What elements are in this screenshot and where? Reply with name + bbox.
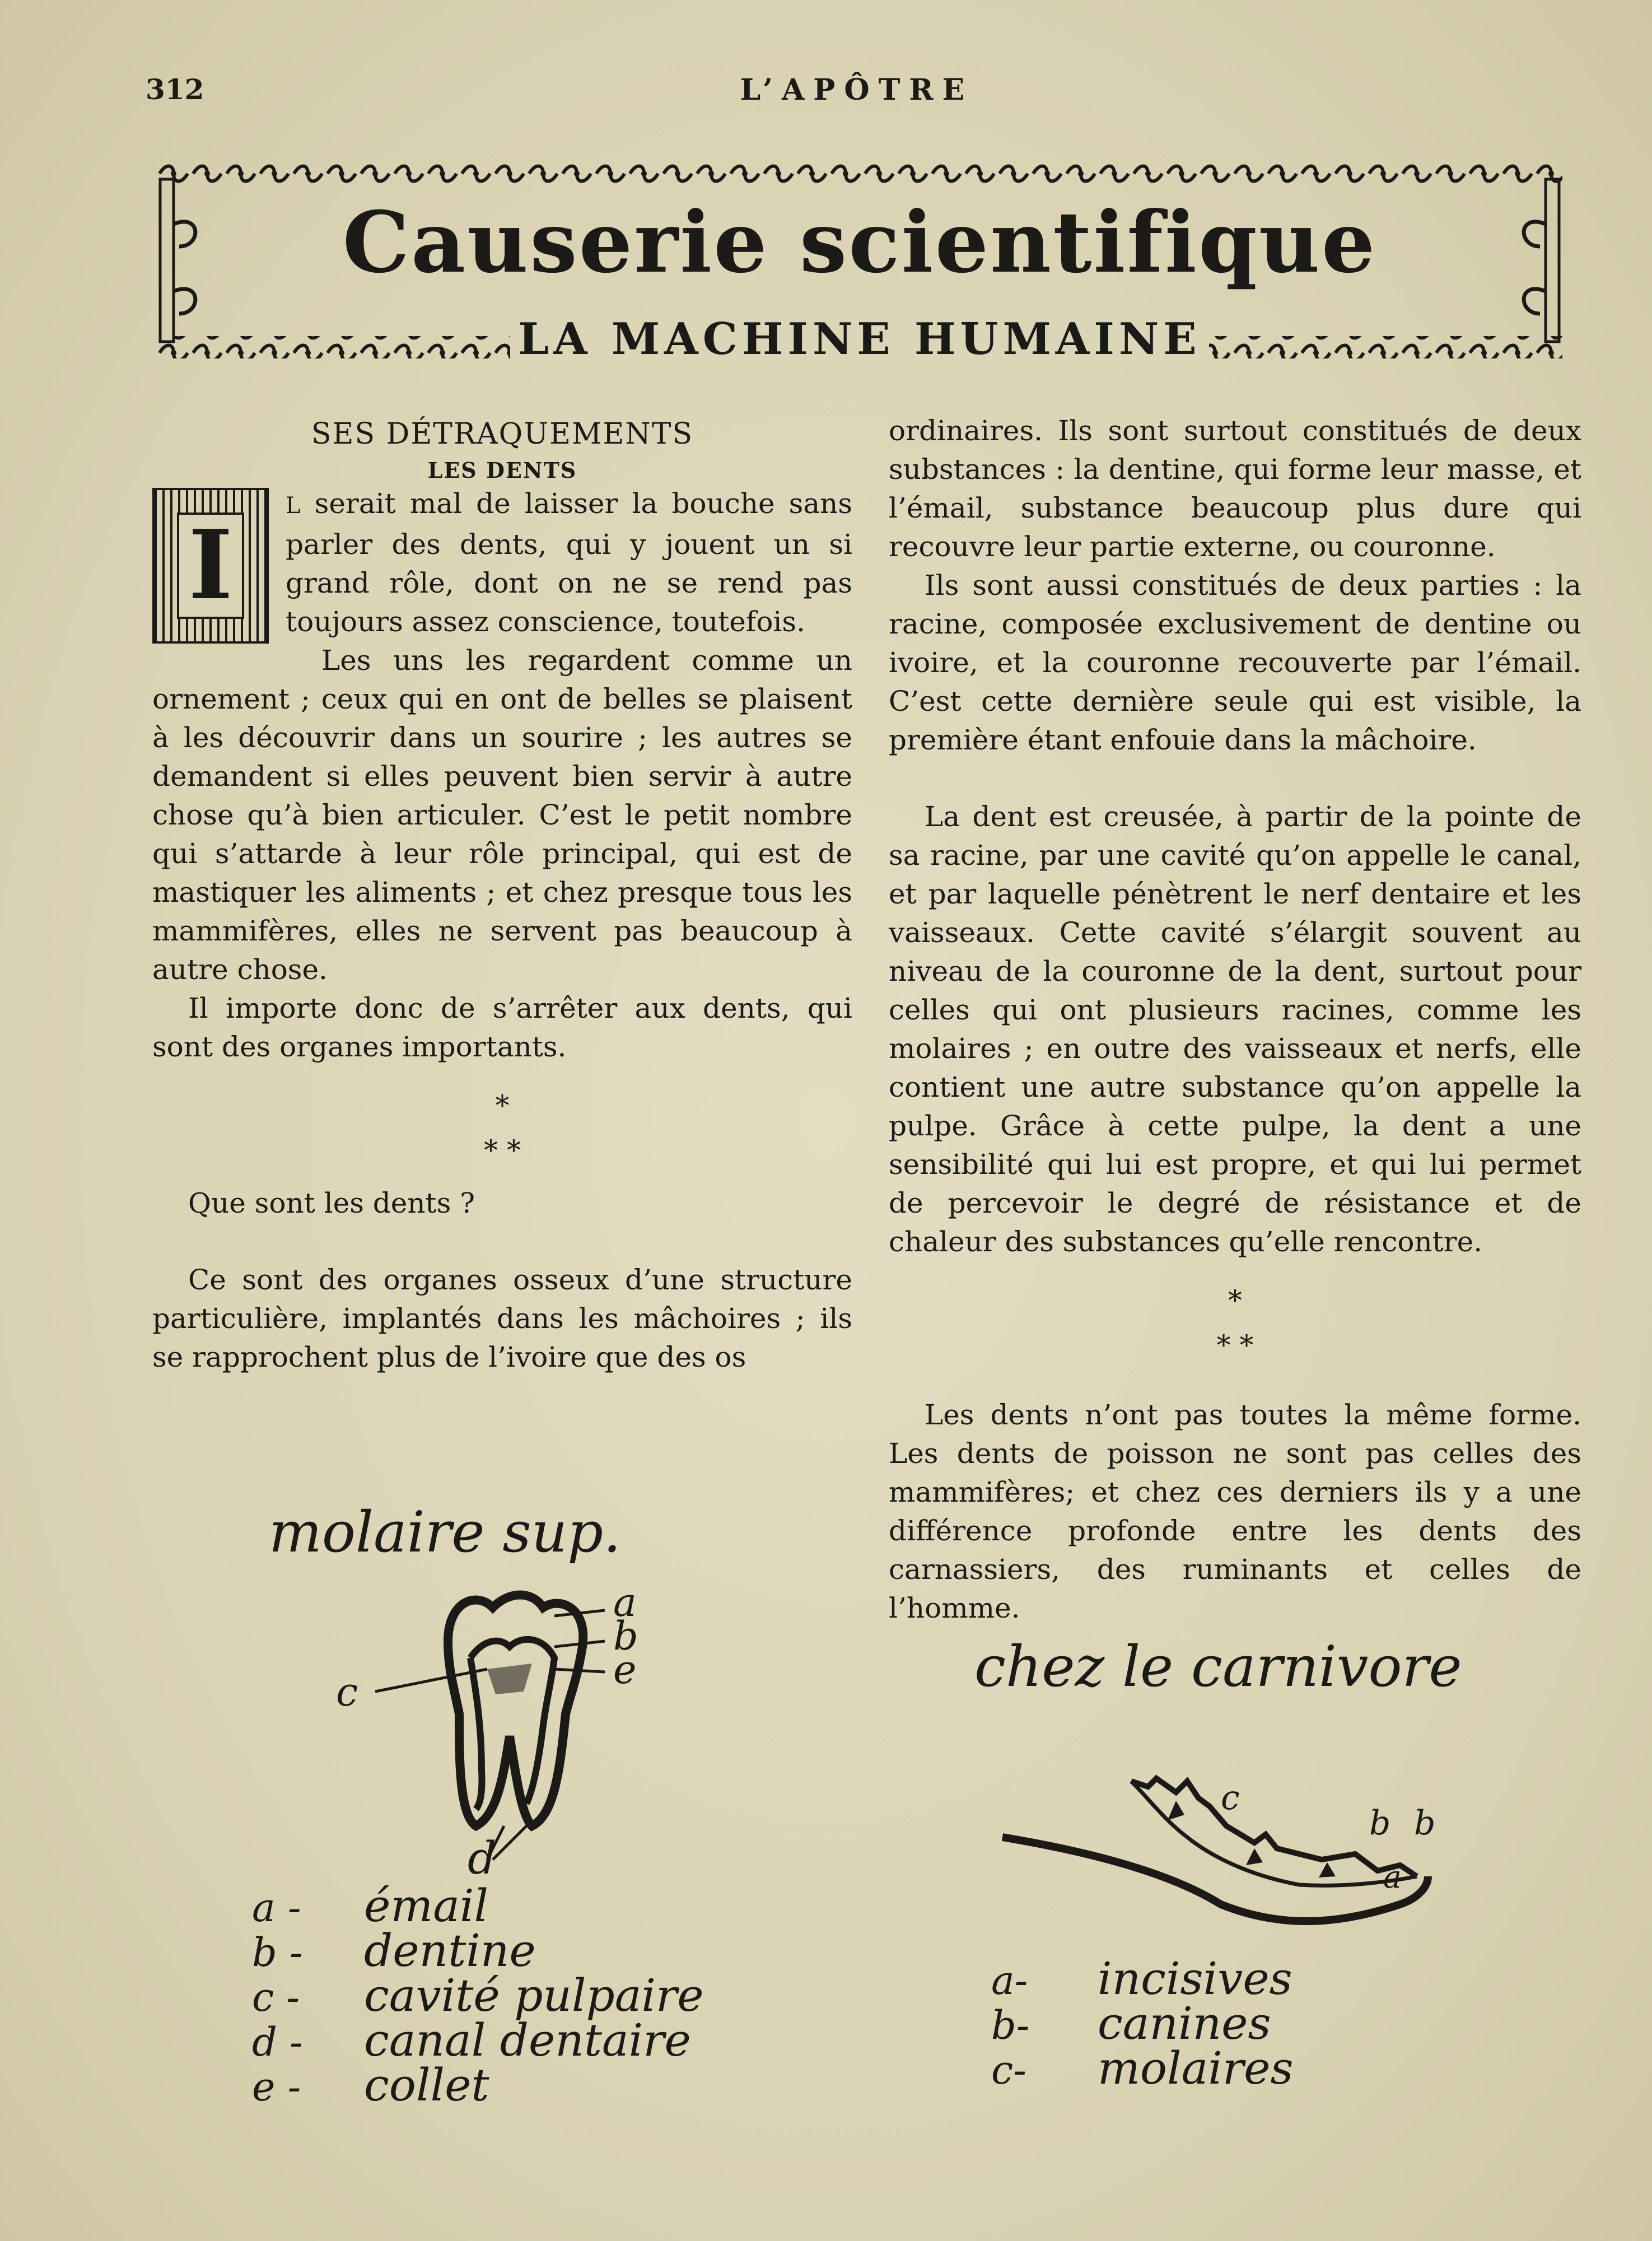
right-column (889, 412, 1581, 1628)
paragraph: Il importe donc de s’arrêter aux dents, qui sont des organes importants. (152, 992, 852, 1063)
legend-key: a - (252, 1885, 301, 1931)
journal-title: L’APÔTRE (740, 73, 974, 107)
legend-key: a- (991, 1958, 1028, 2004)
ornamental-banner (157, 162, 1562, 375)
dropcap-rest: L (286, 493, 301, 519)
asterism-top: * (495, 1089, 510, 1122)
legend-text: collet (364, 2059, 489, 2111)
paragraph: Les dents n’ont pas toutes la même forme. Les dents de poisson ne sont pas celles des mammifères; et chez ces derniers ils y a une différence profonde entre les dents des carnassiers, des ruminants et celles de l’homme. (889, 1399, 1581, 1624)
dropcap-ornament (152, 488, 269, 644)
molar-tooth-drawing (375, 1595, 605, 1860)
asterism-top: * (1228, 1284, 1242, 1317)
left-column (152, 412, 852, 1377)
carnivore-jaw-drawing (1002, 1778, 1428, 1921)
carnivore-diagram (963, 1613, 1512, 2117)
carnivore-legend (991, 1953, 1294, 2094)
label-d: d (468, 1832, 497, 1884)
legend-text: incisives (1098, 1953, 1292, 2005)
paragraph: La dent est creusée, à partir de la pointe de sa racine, par une cavité qu’on appelle le canal, et par laquelle pénètrent le nerf dentaire et les vaisseaux. Cette cavité s’élargit souvent au niveau de la couronne de la dent, surtout pour celles qui ont plusieurs racines, comme les molaires ; en outre des vaisseaux et nerfs, elle contient une autre substance qu’on appelle la pulpe. Grâce à cette pulpe, la dent a une sensibilité qui lui est propre, et qui lui permet de percevoir le degré de résistance et de chaleur des substances qu’elle rencontre. (889, 800, 1581, 1258)
paragraph: ordinaires. Ils sont surtout constitués de deux substances : la dentine, qui forme leur masse, et l’émail, substance beaucoup plus dure qui recouvre leur partie externe, ou couronne. (889, 414, 1581, 563)
spacer (889, 1373, 1581, 1396)
legend-text: molaires (1098, 2042, 1294, 2094)
banner-subtitle: LA MACHINE HUMAINE (510, 314, 1208, 365)
legend-key: c - (252, 1974, 300, 2020)
molar-title: molaire sup. (269, 1499, 621, 1565)
label-c: c (1221, 1778, 1240, 1818)
banner-title: Causerie scientifique (342, 193, 1377, 292)
paragraph: Ils sont aussi constitués de deux parties : la racine, composée exclusivement de dentine ou ivoire, et la couronne recouverte par l’émail. C’est cette dernière seule qui est visible, la première étant enfouie dans la mâchoire. (889, 569, 1581, 756)
legend-text: canal dentaire (364, 2014, 691, 2066)
legend-text: dentine (364, 1925, 536, 1977)
asterism-bottom: * * (1216, 1329, 1254, 1362)
spacer (889, 760, 1581, 798)
legend-key: d - (252, 2019, 303, 2065)
label-e: e (613, 1647, 637, 1693)
molar-legend (252, 1880, 704, 2111)
section-title: SES DÉTRAQUEMENTS (311, 417, 694, 451)
spacer (152, 1223, 852, 1261)
label-b: b (1369, 1804, 1391, 1843)
dropcap-letter: I (177, 513, 244, 619)
paragraph-text: serait mal de laisser la bouche sans parler des dents, qui y jouent un si grand rôle, dont on ne se rend pas toujours assez conscience, toutefois. (286, 487, 852, 638)
section-subtitle: LES DENTS (427, 458, 577, 483)
label-a: a (1383, 1859, 1402, 1895)
legend-key: e - (252, 2064, 301, 2110)
label-c: c (336, 1669, 358, 1715)
opening-paragraph (152, 484, 852, 641)
running-head (146, 73, 1568, 118)
asterism-bottom: * * (484, 1134, 521, 1167)
carnivore-title: chez le carnivore (974, 1634, 1462, 1699)
legend-text: canines (1098, 1997, 1271, 2049)
legend-text: cavité pulpaire (364, 1969, 704, 2021)
banner-subtitle-wrap (157, 314, 1562, 365)
paragraph: Ce sont des organes osseux d’une structure particulière, implantés dans les mâchoires ; ils se rapprochent plus de l’ivoire que des os (152, 1264, 852, 1373)
legend-key: c- (991, 2047, 1026, 2093)
question: Que sont les dents ? (188, 1187, 475, 1219)
legend-text: émail (364, 1880, 489, 1932)
paragraph: Les uns les regardent comme un ornement ; ceux qui en ont de belles se plaisent à les découvrir dans un sourire ; les autres se demandent si elles peuvent bien servir à autre chose qu’à bien articuler. C’est le petit nombre qui s’attarde à leur rôle principal, qui est de mastiquer les aliments ; et chez presque tous les mammifères, elles ne servent pas beaucoup à autre chose. (152, 644, 852, 986)
label-b: b (613, 1613, 638, 1659)
legend-key: b - (252, 1930, 303, 1976)
molar-diagram (241, 1479, 868, 2128)
legend-key: b- (991, 2002, 1030, 2048)
label-b: b (1414, 1804, 1436, 1843)
label-a: a (613, 1580, 637, 1625)
page-number: 312 (146, 73, 204, 106)
